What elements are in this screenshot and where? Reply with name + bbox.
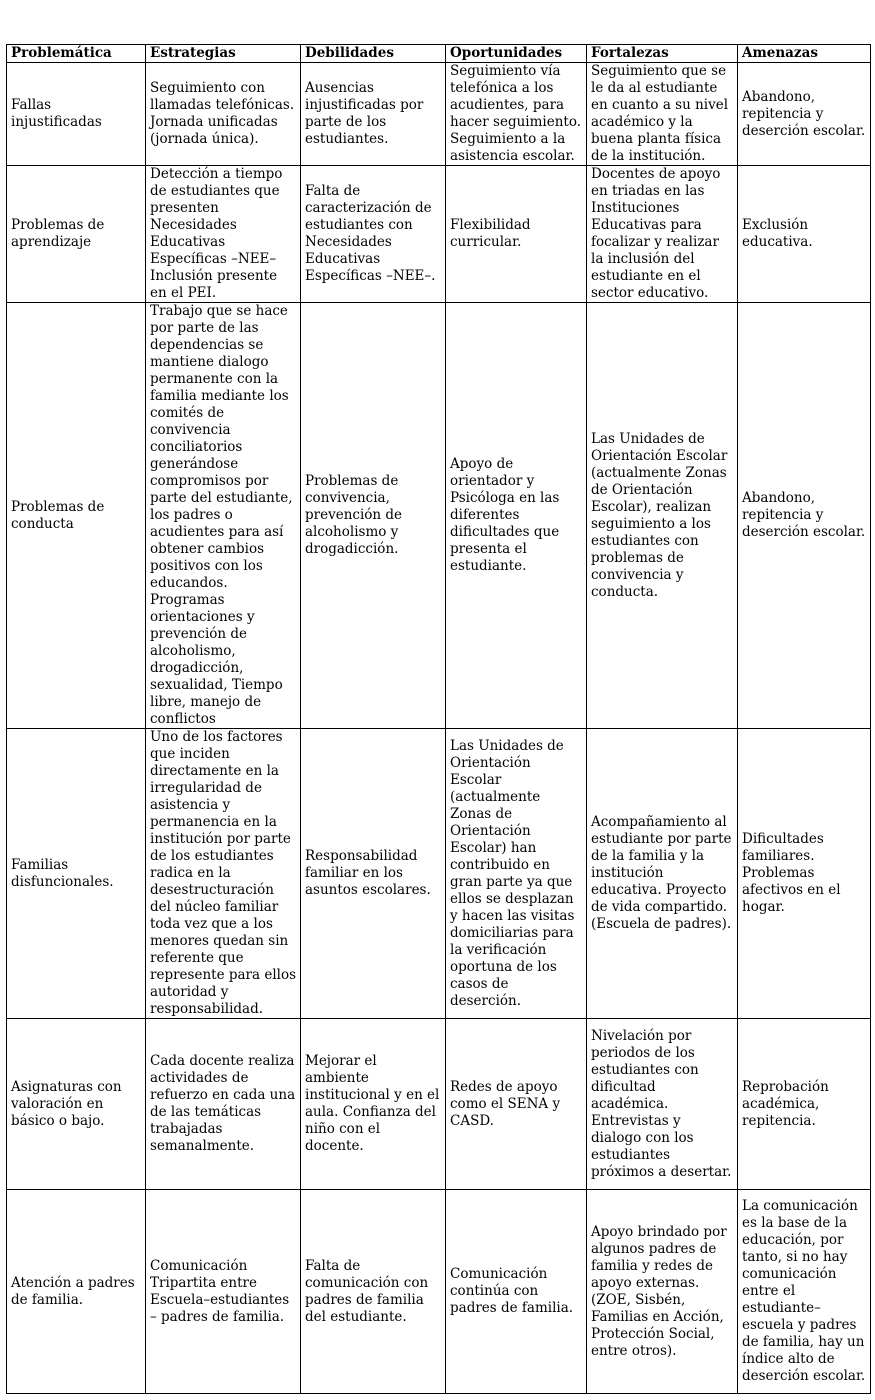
dofa-table (6, 44, 871, 1394)
header-row (7, 45, 871, 63)
table-row (7, 166, 871, 303)
cell-amenazas: Abandono, repitencia y deserción escolar. (738, 63, 871, 166)
cell-oportunidades: Redes de apoyo como el SENA y CASD. (446, 1019, 587, 1190)
document-page (6, 44, 870, 1394)
header-oportunidades: Oportunidades (446, 45, 587, 63)
cell-oportunidades: Apoyo de orientador y Psicóloga en las diferentes dificultades que presenta el estudiante. (446, 303, 587, 729)
cell-problematica: Problemas de conducta (7, 303, 146, 729)
cell-estrategias: Comunicación Tripartita entre Escuela–estudiantes – padres de familia. (146, 1190, 301, 1394)
cell-debilidades: Ausencias injustificadas por parte de los estudiantes. (301, 63, 446, 166)
cell-debilidades: Responsabilidad familiar en los asuntos escolares. (301, 729, 446, 1019)
table-row (7, 63, 871, 166)
cell-amenazas: Reprobación académica, repitencia. (738, 1019, 871, 1190)
cell-oportunidades: Las Unidades de Orientación Escolar (actualmente Zonas de Orientación Escolar) han contribuido en gran parte ya que ellos se desplazan y hacen las visitas domiciliarias para la verificación oportuna de los casos de deserción. (446, 729, 587, 1019)
cell-debilidades: Falta de caracterización de estudiantes con Necesidades Educativas Específicas –NEE–. (301, 166, 446, 303)
cell-problematica: Familias disfuncionales. (7, 729, 146, 1019)
header-estrategias: Estrategias (146, 45, 301, 63)
cell-debilidades: Falta de comunicación con padres de familia del estudiante. (301, 1190, 446, 1394)
cell-fortalezas: Apoyo brindado por algunos padres de familia y redes de apoyo externas. (ZOE, Sisbén, Familias en Acción, Protección Social, entre otros). (587, 1190, 738, 1394)
cell-estrategias: Seguimiento con llamadas telefónicas. Jornada unificadas (jornada única). (146, 63, 301, 166)
cell-oportunidades: Flexibilidad curricular. (446, 166, 587, 303)
cell-debilidades: Mejorar el ambiente institucional y en el aula. Confianza del niño con el docente. (301, 1019, 446, 1190)
cell-fortalezas: Docentes de apoyo en triadas en las Instituciones Educativas para focalizar y realizar la inclusión del estudiante en el sector educativo. (587, 166, 738, 303)
table-row (7, 1019, 871, 1190)
table-row (7, 1190, 871, 1394)
cell-oportunidades: Comunicación continúa con padres de familia. (446, 1190, 587, 1394)
table-row (7, 729, 871, 1019)
header-fortalezas: Fortalezas (587, 45, 738, 63)
cell-estrategias: Detección a tiempo de estudiantes que presenten Necesidades Educativas Específicas –NEE– Inclusión presente en el PEI. (146, 166, 301, 303)
cell-problematica: Problemas de aprendizaje (7, 166, 146, 303)
cell-fortalezas: Las Unidades de Orientación Escolar (actualmente Zonas de Orientación Escolar), realizan seguimiento a los estudiantes con problemas de convivencia y conducta. (587, 303, 738, 729)
table-row (7, 303, 871, 729)
cell-oportunidades: Seguimiento vía telefónica a los acudientes, para hacer seguimiento. Seguimiento a la asistencia escolar. (446, 63, 587, 166)
cell-amenazas: La comunicación es la base de la educación, por tanto, si no hay comunicación entre el estudiante–escuela y padres de familia, hay un índice alto de deserción escolar. (738, 1190, 871, 1394)
header-debilidades: Debilidades (301, 45, 446, 63)
cell-estrategias: Trabajo que se hace por parte de las dependencias se mantiene dialogo permanente con la familia mediante los comités de convivencia conciliatorios generándose compromisos por parte del estudiante, los padres o acudientes para así obtener cambios positivos con los educandos. Programas orientaciones y prevención de alcoholismo, drogadicción, sexualidad, Tiempo libre, manejo de conflictos (146, 303, 301, 729)
cell-estrategias: Uno de los factores que inciden directamente en la irregularidad de asistencia y permanencia en la institución por parte de los estudiantes radica en la desestructuración del núcleo familiar toda vez que a los menores quedan sin referente que represente para ellos autoridad y responsabilidad. (146, 729, 301, 1019)
cell-estrategias: Cada docente realiza actividades de refuerzo en cada una de las temáticas trabajadas semanalmente. (146, 1019, 301, 1190)
cell-problematica: Atención a padres de familia. (7, 1190, 146, 1394)
header-problematica: Problemática (7, 45, 146, 63)
cell-amenazas: Dificultades familiares. Problemas afectivos en el hogar. (738, 729, 871, 1019)
cell-fortalezas: Acompañamiento al estudiante por parte de la familia y la institución educativa. Proyecto de vida compartido. (Escuela de padres). (587, 729, 738, 1019)
cell-fortalezas: Nivelación por periodos de los estudiantes con dificultad académica. Entrevistas y dialogo con los estudiantes próximos a desertar. (587, 1019, 738, 1190)
cell-debilidades: Problemas de convivencia, prevención de alcoholismo y drogadicción. (301, 303, 446, 729)
cell-problematica: Asignaturas con valoración en básico o bajo. (7, 1019, 146, 1190)
header-amenazas: Amenazas (738, 45, 871, 63)
cell-fortalezas: Seguimiento que se le da al estudiante en cuanto a su nivel académico y la buena planta física de la institución. (587, 63, 738, 166)
cell-amenazas: Abandono, repitencia y deserción escolar. (738, 303, 871, 729)
cell-amenazas: Exclusión educativa. (738, 166, 871, 303)
cell-problematica: Fallas injustificadas (7, 63, 146, 166)
